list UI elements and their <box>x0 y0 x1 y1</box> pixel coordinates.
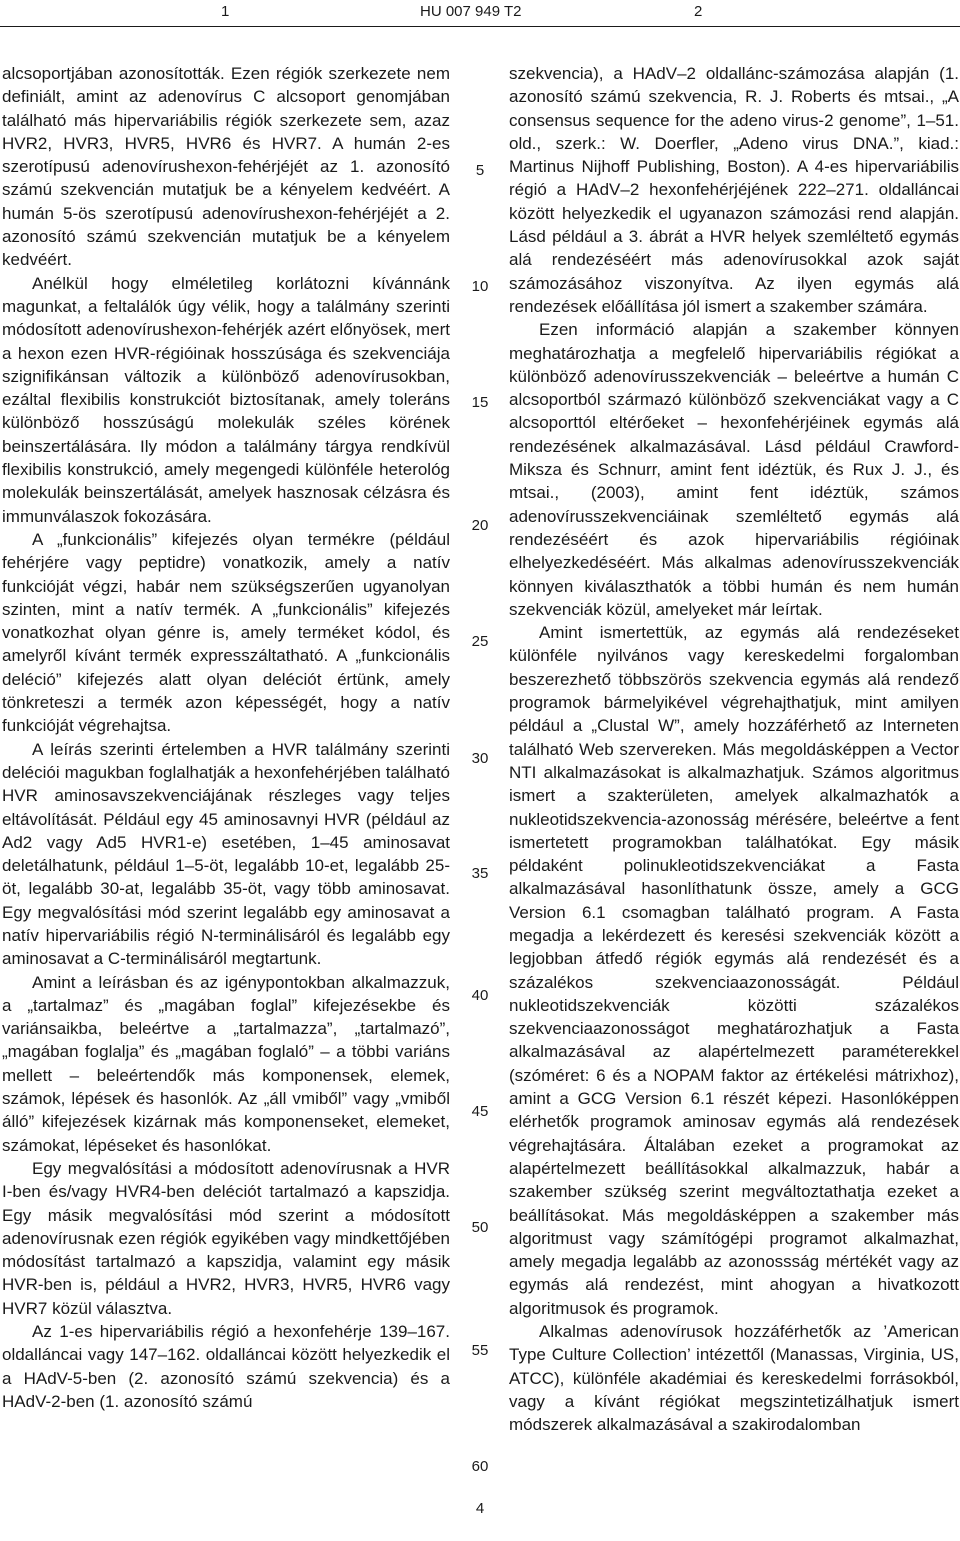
patent-number: HU 007 949 T2 <box>420 3 522 20</box>
paragraph: Amint a leírásban és az igénypontokban alkalmazzuk, a „tartalmaz” és „magában foglal” kifejezésekbe és variánsaikba, beleértve a „tartalmazza”, „tartalmazó”, „magában foglalja” és „magában foglaló” – a többi variáns mellett – beleértendők más komponensek, elemek, számok, lépések és hasonlók. Az „áll vmiből” vagy „vmiből álló” kifejezések kizárnak más komponenseket, elemeket, számokat, lépéseket és hasonlókat. <box>2 972 450 1155</box>
page-number: 4 <box>475 1500 485 1517</box>
line-number: 45 <box>471 1103 489 1120</box>
page-footer <box>0 1500 960 1518</box>
paragraph: Egy megvalósítási a módosított adenovírusnak a HVR I-ben és/vagy HVR4-ben deléciót tartalmazó a kapszidja. Egy másik megvalósítási mód szerint a módosított adenovírusnak ezen régiók egyikében vagy mindkettőjében módosítást tartalmazó a kapszidja, valamint egy másik HVR-ben is, például a HVR2, HVR3, HVR5, HVR6 vagy HVR7 közül választva. <box>2 1158 450 1318</box>
line-number: 15 <box>471 394 489 411</box>
line-number: 5 <box>475 162 485 179</box>
paragraph: Ezen információ alapján a szakember könnyen meghatározhatja a megfelelő hipervariábilis régiókat a különböző adenovírusszekvenciák – beleértve a humán C alcsoportból származó különböző szekvenciákat vagy a C alcsoporttól eltérőeket – hexonfehérjéinek egymás alá rendezésének alkalmazásával. Lásd például Crawford-Miksza és Schnurr, amint fent idéztük, és Rux J. J., és mtsai., (2003), amint fent idéztük, számos adenovírusszekvenciáinak szemléltető egymás alá rendezéséért és azok hipervariábilis régióinak elhelyezkedéséért. Más alkalmas adenovírusszekvenciák könnyen kiválaszthatók a többi humán és nem humán szekvenciák közül, amelyeket már leírtak. <box>509 320 959 619</box>
left-column <box>2 62 450 1413</box>
paragraph: A leírás szerinti értelemben a HVR találmány szerinti deléciói magukban foglalhatják a hexonfehérjében található HVR aminosavszekvenciájának részleges vagy teljes eltávolítását. Például egy 45 aminosavnyi HVR (például az Ad2 vagy Ad5 HVR1-e) esetében, 1–45 aminosavat deletálhatunk, például 1–5-öt, legalább 10-et, legalább 25-öt, legalább 30-at, legalább 35-öt, vagy több aminosavat. Egy megvalósítási mód szerint legalább egy aminosavat a natív hipervariábilis régió N-terminálisáról és legalább egy aminosavat a C-terminálisáról megtartunk. <box>2 739 450 969</box>
line-number: 55 <box>471 1342 489 1359</box>
paragraph: szekvencia), a HAdV–2 oldallánc-számozása alapján (1. azonosító számú szekvencia, R. J. Roberts és mtsai., „A consensus sequence for the adeno virus-2 genome”, 1–51. old., szerk.: W. Doerfler, „Adeno virus DNA.”, kiad.: Martinus Nijhoff Publishing, Boston). A 4-es hipervariábilis régió a HAdV–2 hexonfehérjéjének 222–271. oldalláncai között helyezkedik el ugyanazon számozási rend alapján. Lásd például a 3. ábrát a HVR helyek szemléltető egymás alá rendezéséért más adenovírusokkal azok saját számozásához viszonyítva. Az ilyen egymás alá rendezések előállítása jól ismert a szakember számára. <box>509 64 959 316</box>
line-number: 30 <box>471 750 489 767</box>
line-number: 40 <box>471 987 489 1004</box>
line-number: 20 <box>471 517 489 534</box>
paragraph: alcsoportjában azonosították. Ezen régiók szerkezete nem definiált, amint az adenovírus C alcsoport genomjában található más hipervariábilis régiók szerkezete sem, azaz HVR2, HVR3, HVR5, HVR6 és HVR7. A humán 2-es szerotípusú adenovírushexon-fehérjéjét az 1. azonosító számú szekvencián mutatjuk be a kényelem kedvéért. A humán 5-ös szerotípusú adenovírushexon-fehérjéjét a 2. azonosító számú szekvencián mutatjuk be a kényelem kedvéért. <box>2 64 450 270</box>
line-number: 35 <box>471 865 489 882</box>
paragraph: Anélkül hogy elméletileg korlátozni kívánnánk magunkat, a feltalálók úgy vélik, hogy a találmány szerinti módosított adenovírushexon-fehérjék azért előnyösek, mert a hexon ezen HVR-régióinak hosszúsága és szekvenciája szignifikánsan változik a különböző adenovírusokban, ezáltal flexibilis konstrukciót biztosítanak, amely toleráns különböző hosszúságú molekulák széles körének beinszertálására. Ily módon a találmány tárgya rendkívül flexibilis konstrukció, amely megengedi különféle heterológ molekulák beinszertálását, amelyek hasznosak célzásra és immunválaszok fokozására. <box>2 273 450 526</box>
left-page-number: 1 <box>221 3 230 20</box>
line-number: 10 <box>471 278 489 295</box>
paragraph: A „funkcionális” kifejezés olyan termékre (például fehérjére vagy peptidre) vonatkozik, amely a natív funkcióját végzi, habár nem szükségszerűen ugyanolyan szinten, mint a natív termék. A „funkcionális” kifejezés vonatkozhat olyan génre is, amely terméket kódol, és amelyről kívánt termék expresszáltatható. A „funkcionális deléció” kifejezés alatt olyan deléciót értünk, amely tönkreteszi a termék azon képességét, hogy a natív funkcióját végrehajtsa. <box>2 529 450 736</box>
right-column <box>509 62 959 1437</box>
line-number: 50 <box>471 1219 489 1236</box>
line-numbers <box>462 0 498 1541</box>
right-page-number: 2 <box>694 3 703 20</box>
line-number: 25 <box>471 633 489 650</box>
line-number: 60 <box>471 1458 489 1475</box>
paragraph: Amint ismertettük, az egymás alá rendezéseket különféle nyilvános vagy kereskedelmi forgalomban beszerezhető többszörös szekvencia egymás alá rendező programok bármelyikével végrehajthatjuk, mint amilyen például a „Clustal W”, amely hozzáférhető az Interneten található Web szervereken. Más megoldásképpen a Vector NTI alkalmazásokat is alkalmazhatjuk. Számos algoritmus ismert a szakterületen, amelyek alkalmazhatók a nukleotidszekvencia-azonosság mérésére, beleértve a fent ismertetett programokban találhatókat. Egy másik példaként polinukleotidszekvenciákat a Fasta alkalmazásával hasonlíthatunk össze, amely a GCG Version 6.1 csomagban található program. A Fasta megadja a lekérdezett és keresési szekvenciák között a legjobban átfedő régiók egymás alá rendezését és a százalékos szekvenciaazonosságát. Például nukleotidszekvenciák közötti százalékos szekvenciaazonosságot meghatározhatjuk a Fasta alkalmazásával az alapértelmezett paraméterekkel (szóméret: 6 és a NOPAM faktor az értékelési mátrixhoz), amint a GCG Version 6.1 részét képezi. Hasonlóképpen elérhetők programok aminosav egymás alá rendezések végrehajtására. Általában ezeket a programokat az alapértelmezett beállításokkal alkalmazzuk, habár a szakember szükség szerint megváltoztathatja ezeket a beállításokat. Más megoldásképpen a szakember más algoritmust vagy számítógépi programot alkalmazhat, amely megadja legalább az azonossság mértékét vagy az egymás alá rendezést, mint ahogyan a hivatkozott algoritmusok és programok. <box>509 623 959 1318</box>
paragraph: Alkalmas adenovírusok hozzáférhetők az ’American Type Culture Collection’ intézettől (Manassas, Virginia, US, ATCC), különféle akadémiai és kereskedelmi forrásokból, vagy a kívánt régiókat megszintetizálhatjuk ismert módszerek alkalmazásával a szakirodalomban <box>509 1322 959 1435</box>
paragraph: Az 1-es hipervariábilis régió a hexonfehérje 139–167. oldalláncai vagy 147–162. oldalláncai között helyezkedik el a HAdV-5-ben (2. azonosító számú szekvencia) és a HAdV-2-ben (1. azonosító számú <box>2 1322 450 1411</box>
